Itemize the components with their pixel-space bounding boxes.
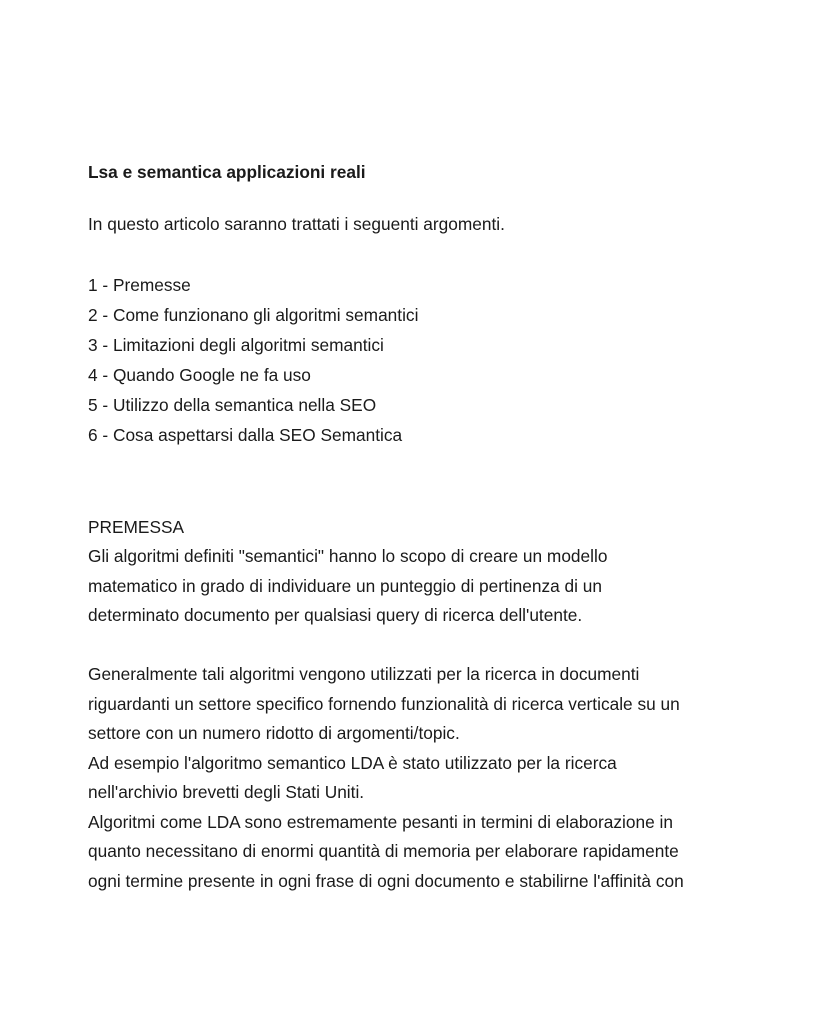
toc-item: 2 - Come funzionano gli algoritmi semantici <box>88 305 419 325</box>
section-heading: PREMESSA <box>88 517 185 537</box>
paragraph-premessa-1 <box>88 542 748 631</box>
toc-item: 5 - Utilizzo della semantica nella SEO <box>88 395 377 415</box>
toc-item: 6 - Cosa aspettarsi dalla SEO Semantica <box>88 425 403 445</box>
toc-item: 3 - Limitazioni degli algoritmi semantici <box>88 335 384 355</box>
paragraph-line: Ad esempio l'algoritmo semantico LDA è stato utilizzato per la ricerca <box>88 752 617 773</box>
paragraph-line: Generalmente tali algoritmi vengono utilizzati per la ricerca in documenti <box>88 664 640 684</box>
toc-item: 1 - Premesse <box>88 275 191 295</box>
paragraph-line: nell'archivio brevetti degli Stati Uniti. <box>88 782 365 802</box>
document-title: Lsa e semantica applicazioni reali <box>88 162 366 182</box>
paragraph-line: quanto necessitano di enormi quantità di memoria per elaborare rapidamente <box>88 841 679 861</box>
paragraph-line: riguardanti un settore specifico fornendo funzionalità di ricerca verticale su un <box>88 693 680 714</box>
toc-item: 4 - Quando Google ne fa uso <box>88 365 311 385</box>
paragraph-line: Algoritmi come LDA sono estremamente pesanti in termini di elaborazione in <box>88 811 673 832</box>
paragraph-line: matematico in grado di individuare un punteggio di pertinenza di un <box>88 575 602 596</box>
table-of-contents <box>88 270 748 450</box>
paragraph-line: determinato documento per qualsiasi query di ricerca dell'utente. <box>88 605 583 625</box>
paragraph-line: settore con un numero ridotto di argomenti/topic. <box>88 723 460 743</box>
paragraph-premessa-2 <box>88 660 748 896</box>
document-page <box>88 160 748 896</box>
paragraph-line: ogni termine presente in ogni frase di ogni documento e stabilirne l'affinità con <box>88 870 684 891</box>
intro-text: In questo articolo saranno trattati i seguenti argomenti. <box>88 214 505 234</box>
paragraph-line: Gli algoritmi definiti "semantici" hanno lo scopo di creare un modello <box>88 546 608 566</box>
